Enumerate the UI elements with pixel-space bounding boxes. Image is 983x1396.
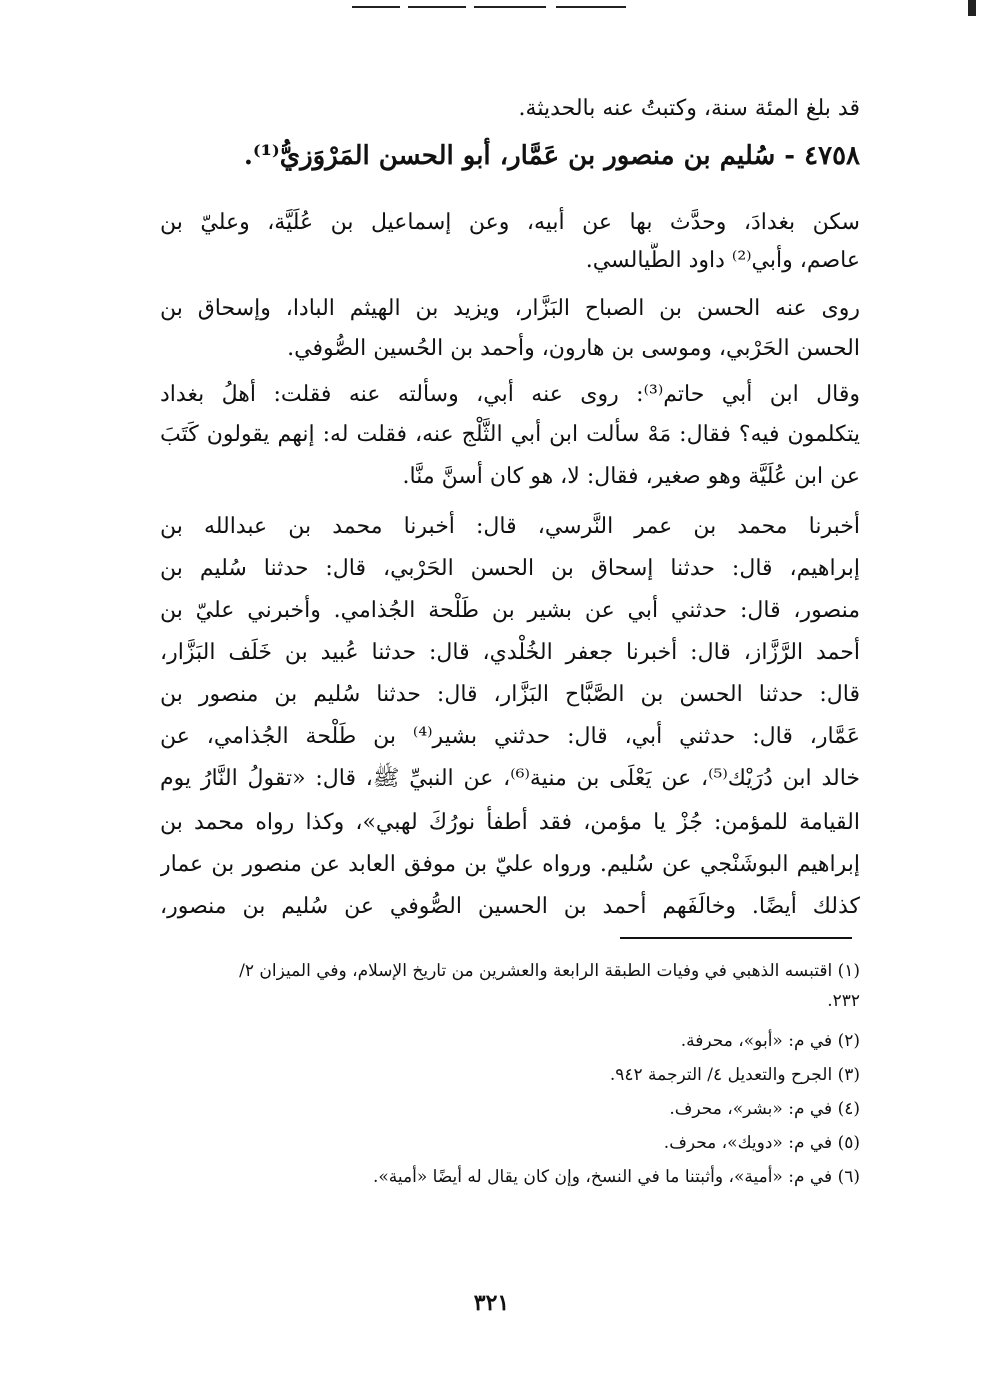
text-line: خالد ابن دُرَيْك⁽⁵⁾، عن يَعْلَى بن منية⁽⁶⁾، عن النبيِّ ﷺ، قال: «تقولُ النَّارُ يوم: [160, 766, 860, 791]
footnote: (١) اقتبسه الذهبي في وفيات الطبقة الرابعة والعشرين من تاريخ الإسلام، وفي الميزان ٢/: [239, 961, 860, 981]
text-line: وقال ابن أبي حاتم⁽³⁾: روى عنه أبي، وسألته عنه فقلت: أهلُ بغداد: [160, 382, 860, 407]
text-line: قال: حدثنا الحسن بن الصَّبَّاح البَزَّار، قال: حدثنا سُليم بن منصور بن: [160, 682, 860, 707]
text-line: إبراهيم، قال: حدثنا إسحاق بن الحسن الحَرْبي، قال: حدثنا سُليم بن: [160, 556, 860, 581]
footnote: (٥) في م: «دويك»، محرف.: [663, 1133, 860, 1153]
text-line: سكن بغدادَ، وحدَّث بها عن أبيه، وعن إسماعيل بن عُلَيَّة، وعليّ بن: [160, 210, 860, 235]
page-number: ٣٢١: [473, 1290, 510, 1316]
text-line: أخبرنا محمد بن عمر النَّرسي، قال: أخبرنا محمد بن عبدالله بن: [160, 514, 860, 539]
footnote: (٦) في م: «أمية»، وأثبتنا ما في النسخ، وإن كان يقال له أيضًا «أمية».: [372, 1167, 860, 1187]
text-line: الحسن الحَرْبي، وموسى بن هارون، وأحمد بن الحُسين الصُّوفي.: [287, 336, 860, 361]
footnote: (٢) في م: «أبو»، محرفة.: [680, 1031, 860, 1051]
text-line: عَمَّار، قال: حدثني أبي، قال: حدثني بشير⁽⁴⁾ بن طَلْحة الجُذامي، عن: [160, 724, 860, 749]
top-rule-segment: [474, 6, 546, 8]
text-line: قد بلغ المئة سنة، وكتبتُ عنه بالحديثة.: [518, 96, 860, 121]
footnote-continuation: ٢٣٢.: [827, 991, 860, 1011]
text-line: عن ابن عُلَيَّة وهو صغير، فقال: لا، هو كان أسنَّ منَّا.: [402, 464, 860, 489]
scan-corner-mark: [968, 0, 976, 16]
top-rule-segment: [556, 6, 626, 8]
footnote-separator: [620, 937, 852, 939]
footnote: (٣) الجرح والتعديل ٤/ الترجمة ٩٤٢.: [609, 1065, 860, 1085]
text-line: أحمد الرَّزَّاز، قال: أخبرنا جعفر الخُلْدي، قال: حدثنا عُبيد بن خَلَف البَزَّار،: [160, 640, 860, 665]
text-line: القيامة للمؤمن: جُزْ يا مؤمن، فقد أطفأ نورُكَ لهبي»، وكذا رواه محمد بن: [160, 810, 860, 835]
text-line: منصور، قال: حدثني أبي عن بشير بن طَلْحة الجُذامي. وأخبرني عليّ بن: [160, 598, 860, 623]
footnote: (٤) في م: «بشر»، محرف.: [669, 1099, 860, 1119]
entry-heading: ٤٧٥٨ - سُليم بن منصور بن عَمَّار، أبو الحسن المَرْوَزيُّ⁽¹⁾.: [243, 141, 860, 171]
text-line: كذلك أيضًا. وخالَفَهم أحمد بن الحسين الصُّوفي عن سُليم بن منصور،: [160, 894, 860, 919]
text-line: عاصم، وأبي⁽²⁾ داود الطَّيالسي.: [585, 248, 860, 273]
text-line: يتكلمون فيه؟ فقال: مَهْ سألت ابن أبي الثَّلْج عنه، فقلت له: إنهم يقولون كَتَبَ: [160, 422, 860, 447]
text-line: إبراهيم البوشَنْجي عن سُليم. ورواه عليّ بن موفق العابد عن منصور بن عمار: [160, 852, 860, 877]
text-line: روى عنه الحسن بن الصباح البَزَّار، ويزيد بن الهيثم البادا، وإسحاق بن: [160, 296, 860, 321]
top-rule-segment: [352, 6, 400, 8]
top-rule-segment: [408, 6, 466, 8]
